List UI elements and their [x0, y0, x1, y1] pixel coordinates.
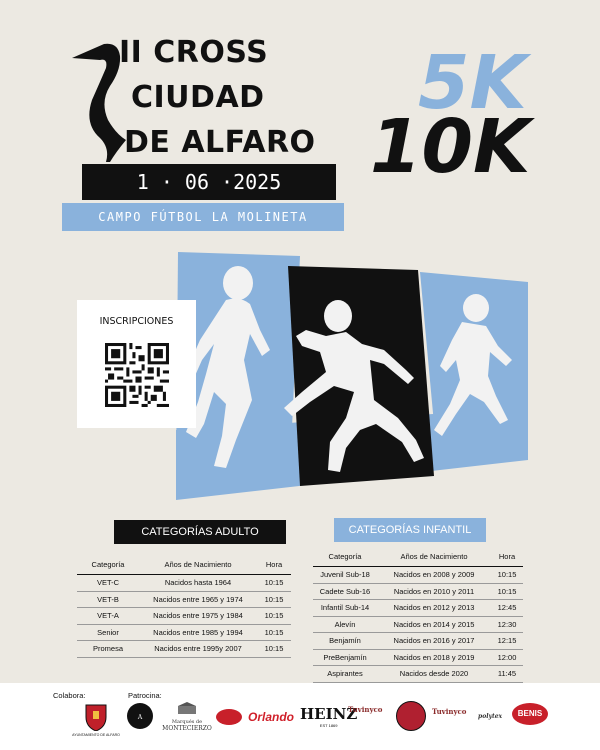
adult-categories-title: CATEGORÍAS ADULTO: [114, 520, 286, 544]
time-cell: 12:45: [491, 600, 523, 617]
sponsor-logo-7: polytex: [478, 713, 503, 720]
table-row: [313, 567, 523, 584]
category-cell: Juvenil Sub-18: [313, 567, 377, 584]
col-header-time: Hora: [257, 555, 291, 575]
time-cell: 10:15: [491, 567, 523, 584]
sponsor-logo-1: [127, 703, 153, 729]
category-cell: Infantil Sub-14: [313, 600, 377, 617]
qr-code-icon[interactable]: [105, 343, 169, 407]
category-cell: Senior: [77, 624, 139, 641]
winery-building-icon: [176, 702, 198, 714]
category-cell: VET-A: [77, 608, 139, 625]
category-cell: PreBenjamín: [313, 649, 377, 666]
sponsor-logo-6: Tuvinyco: [432, 707, 467, 716]
time-cell: 10:15: [257, 641, 291, 658]
time-cell: 10:15: [491, 583, 523, 600]
birth-years-cell: Nacidos en 2008 y 2009: [377, 567, 491, 584]
collab-label: Colabora:: [53, 691, 86, 700]
sponsor-2-top-text: Marqués de: [171, 719, 203, 725]
svg-text:A: A: [137, 714, 143, 721]
category-cell: VET-B: [77, 591, 139, 608]
collab-logo: [72, 703, 120, 743]
sponsor-8-text: BENIS: [517, 709, 543, 718]
venue-banner: CAMPO FÚTBOL LA MOLINETA: [62, 203, 344, 231]
table-row: [77, 608, 291, 625]
sponsor-footer: [0, 683, 600, 750]
infantil-categories-title: CATEGORÍAS INFANTIL: [334, 518, 486, 542]
sponsor-logo-5: Tuvinyco: [348, 705, 383, 714]
time-cell: 10:15: [257, 608, 291, 625]
sponsor-logo-red-oval: [216, 709, 242, 725]
birth-years-cell: Nacidos en 2012 y 2013: [377, 600, 491, 617]
time-cell: 11:45: [491, 666, 523, 683]
sponsor-logo-8: [512, 703, 548, 725]
sponsor-2-main-text: MONTECIERZO: [162, 725, 212, 732]
birth-years-cell: Nacidos entre 1965 y 1974: [139, 591, 257, 608]
category-cell: Aspirantes: [313, 666, 377, 683]
sponsor-4-sub: EST 1869: [319, 723, 338, 728]
time-cell: 10:15: [257, 575, 291, 592]
collab-logo-caption: AYUNTAMIENTO DE ALFARO: [72, 733, 120, 737]
table-row: [77, 624, 291, 641]
birth-years-cell: Nacidos desde 2020: [377, 666, 491, 683]
col-header-time: Hora: [491, 547, 523, 567]
table-row: [313, 616, 523, 633]
category-cell: Promesa: [77, 641, 139, 658]
sponsor-logo-circle: [396, 701, 426, 731]
title-line-3: DE ALFARO: [124, 125, 316, 160]
time-cell: 12:15: [491, 633, 523, 650]
birth-years-cell: Nacidos en 2018 y 2019: [377, 649, 491, 666]
birth-years-cell: Nacidos en 2010 y 2011: [377, 583, 491, 600]
birth-years-cell: Nacidos entre 1975 y 1984: [139, 608, 257, 625]
distance-5k: 5K: [418, 40, 527, 126]
time-cell: 12:30: [491, 616, 523, 633]
sponsor-logo-3: Orlando: [248, 710, 295, 724]
time-cell: 10:15: [257, 591, 291, 608]
sponsor-logo-2: [162, 701, 212, 737]
time-cell: 10:15: [257, 624, 291, 641]
event-date: 1 · 06 ·2025: [82, 164, 336, 200]
table-row: [77, 591, 291, 608]
table-row: [313, 649, 523, 666]
col-header-category: Categoría: [313, 547, 377, 567]
table-row: [313, 666, 523, 683]
table-row: [313, 583, 523, 600]
col-header-category: Categoría: [77, 555, 139, 575]
wine-logo-icon: [127, 703, 153, 729]
table-row: [313, 600, 523, 617]
distance-10k: 10K: [370, 104, 531, 190]
qr-code-panel: [77, 300, 196, 428]
table-row: [313, 633, 523, 650]
birth-years-cell: Nacidos entre 1985 y 1994: [139, 624, 257, 641]
col-header-birth-years: Años de Nacimiento: [139, 555, 257, 575]
coat-of-arms-icon: [84, 703, 108, 731]
title-line-1: II CROSS: [119, 35, 269, 70]
table-row: [77, 575, 291, 592]
category-cell: Cadete Sub-16: [313, 583, 377, 600]
birth-years-cell: Nacidos hasta 1964: [139, 575, 257, 592]
adult-categories-table: [77, 555, 291, 658]
category-cell: VET-C: [77, 575, 139, 592]
birth-years-cell: Nacidos en 2014 y 2015: [377, 616, 491, 633]
category-cell: Alevín: [313, 616, 377, 633]
registration-label: INSCRIPCIONES: [99, 316, 174, 327]
col-header-birth-years: Años de Nacimiento: [377, 547, 491, 567]
title-line-2: CIUDAD: [131, 80, 265, 115]
time-cell: 12:00: [491, 649, 523, 666]
birth-years-cell: Nacidos entre 1995y 2007: [139, 641, 257, 658]
infantil-categories-table: [313, 547, 523, 683]
sponsor-label: Patrocina:: [128, 691, 162, 700]
birth-years-cell: Nacidos en 2016 y 2017: [377, 633, 491, 650]
category-cell: Benjamín: [313, 633, 377, 650]
table-row: [77, 641, 291, 658]
sponsor-4-text: HEINZ: [300, 705, 358, 723]
